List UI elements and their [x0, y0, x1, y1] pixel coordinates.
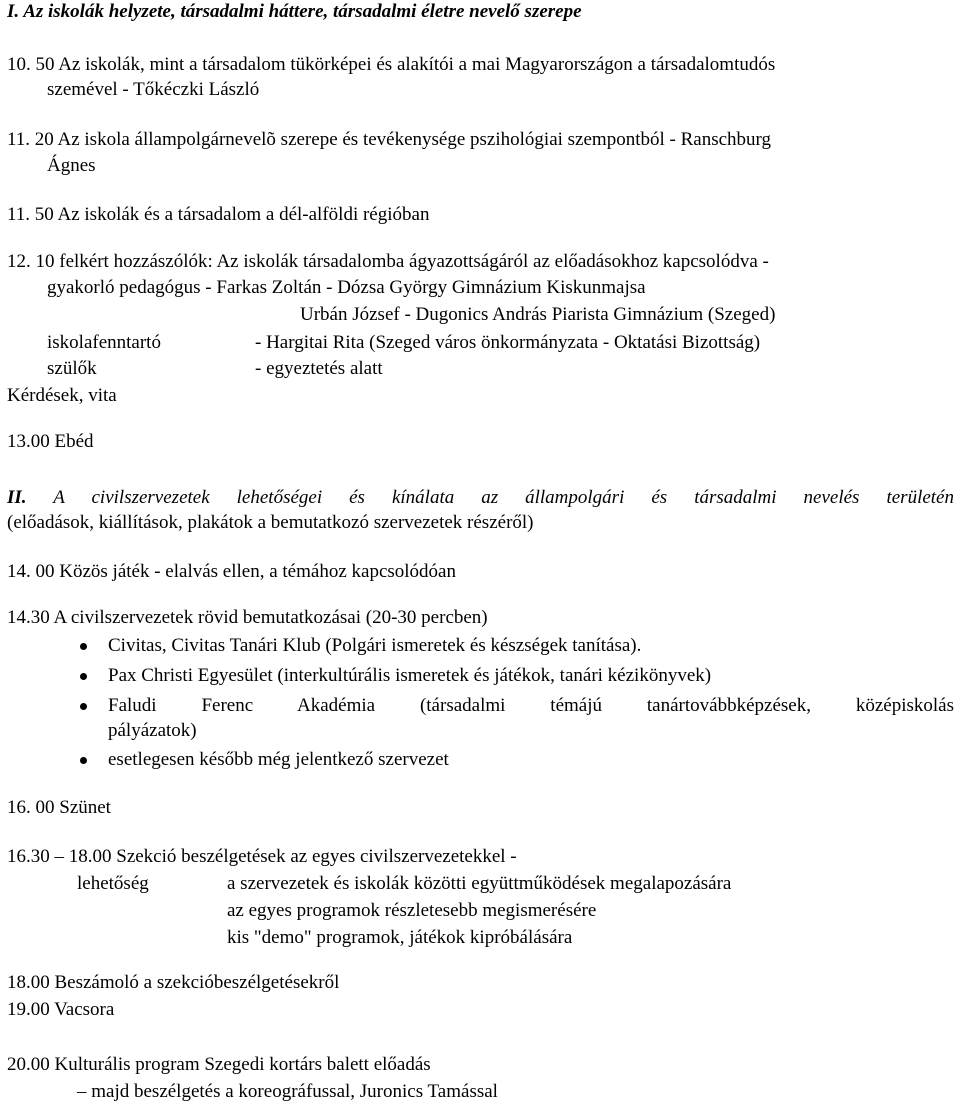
possibility-3: kis "demo" programok, játékok kipróbálására — [227, 927, 573, 948]
cultural-program-line1: 20.00 Kulturális program Szegedi kortárs balett előadás — [7, 1054, 431, 1075]
bullet-item-later-org: esetlegesen később még jelentkező szervezet — [108, 749, 449, 770]
bullet-icon — [80, 673, 87, 680]
bullet-icon — [80, 757, 87, 764]
lunch: 13.00 Ebéd — [7, 431, 94, 452]
program-item-1050-line2: szemével - Tőkéczki László — [47, 79, 260, 100]
fenntarto-label: iskolafenntartó — [47, 332, 161, 353]
possibility-label: lehetőség — [77, 873, 149, 894]
bullet-item-faludi-line1: Faludi Ferenc Akadémia (társadalmi témájú tanártovábbképzések, középiskolás — [108, 695, 954, 716]
common-game: 14. 00 Közös játék - elalvás ellen, a témához kapcsolódóan — [7, 561, 456, 582]
section-2-title — [7, 486, 954, 510]
szulok-value: - egyeztetés alatt — [255, 358, 383, 379]
bullet-icon — [80, 703, 87, 710]
program-item-1150: 11. 50 Az iskolák és a társadalom a dél-alföldi régióban — [7, 204, 430, 225]
dinner: 19.00 Vacsora — [7, 999, 115, 1020]
program-item-1210-line2: gyakorló pedagógus - Farkas Zoltán - Dózsa György Gimnázium Kiskunmajsa — [47, 277, 646, 298]
program-item-1050-line1: 10. 50 Az iskolák, mint a társadalom tükörképei és alakítói a mai Magyarországon a társadalomtudós — [7, 54, 776, 75]
break: 16. 00 Szünet — [7, 797, 111, 818]
program-item-1120-line1: 11. 20 Az iskola állampolgárnevelõ szerepe és tevékenysége pszihológiai szempontból - Ranschburg — [7, 129, 772, 150]
cultural-program-line2: – majd beszélgetés a koreográfussal, Juronics Tamással — [77, 1081, 498, 1102]
questions-discussion: Kérdések, vita — [7, 385, 117, 406]
report: 18.00 Beszámoló a szekcióbeszélgetésekről — [7, 972, 340, 993]
bullet-item-civitas: Civitas, Civitas Tanári Klub (Polgári ismeretek és készségek tanítása). — [108, 635, 642, 656]
bullet-icon — [80, 643, 87, 650]
fenntarto-value: - Hargitai Rita (Szeged város önkormányzata - Oktatási Bizottság) — [255, 332, 761, 353]
bullet-item-faludi-line2: pályázatok) — [108, 720, 197, 741]
szulok-label: szülők — [47, 358, 97, 379]
section-2-title-text: A civilszervezetek lehetőségei és kínálata az állampolgári és társadalmi nevelés területén — [53, 487, 954, 508]
section-1-title: I. Az iskolák helyzete, társadalmi háttere, társadalmi életre nevelő szerepe — [7, 1, 582, 22]
program-item-1120-line2: Ágnes — [47, 155, 96, 176]
section-talks: 16.30 – 18.00 Szekció beszélgetések az egyes civilszervezetekkel - — [7, 846, 517, 867]
bullet-item-pax-christi: Pax Christi Egyesület (interkultúrális ismeretek és játékok, tanári kézikönyvek) — [108, 665, 712, 686]
program-item-1210-line3: Urbán József - Dugonics András Piarista Gimnázium (Szeged) — [300, 304, 776, 325]
section-2-title-line2: (előadások, kiállítások, plakátok a bemutatkozó szervezetek részéről) — [7, 512, 534, 533]
section-2-numeral: II. — [7, 487, 27, 508]
program-item-1210-line1: 12. 10 felkért hozzászólók: Az iskolák társadalomba ágyazottságáról az előadásokhoz kapcsolódva - — [7, 251, 769, 272]
civil-intro: 14.30 A civilszervezetek rövid bemutatkozásai (20-30 percben) — [7, 607, 488, 628]
possibility-2: az egyes programok részletesebb megismerésére — [227, 900, 597, 921]
possibility-1: a szervezetek és iskolák közötti együttműködések megalapozására — [227, 873, 732, 894]
